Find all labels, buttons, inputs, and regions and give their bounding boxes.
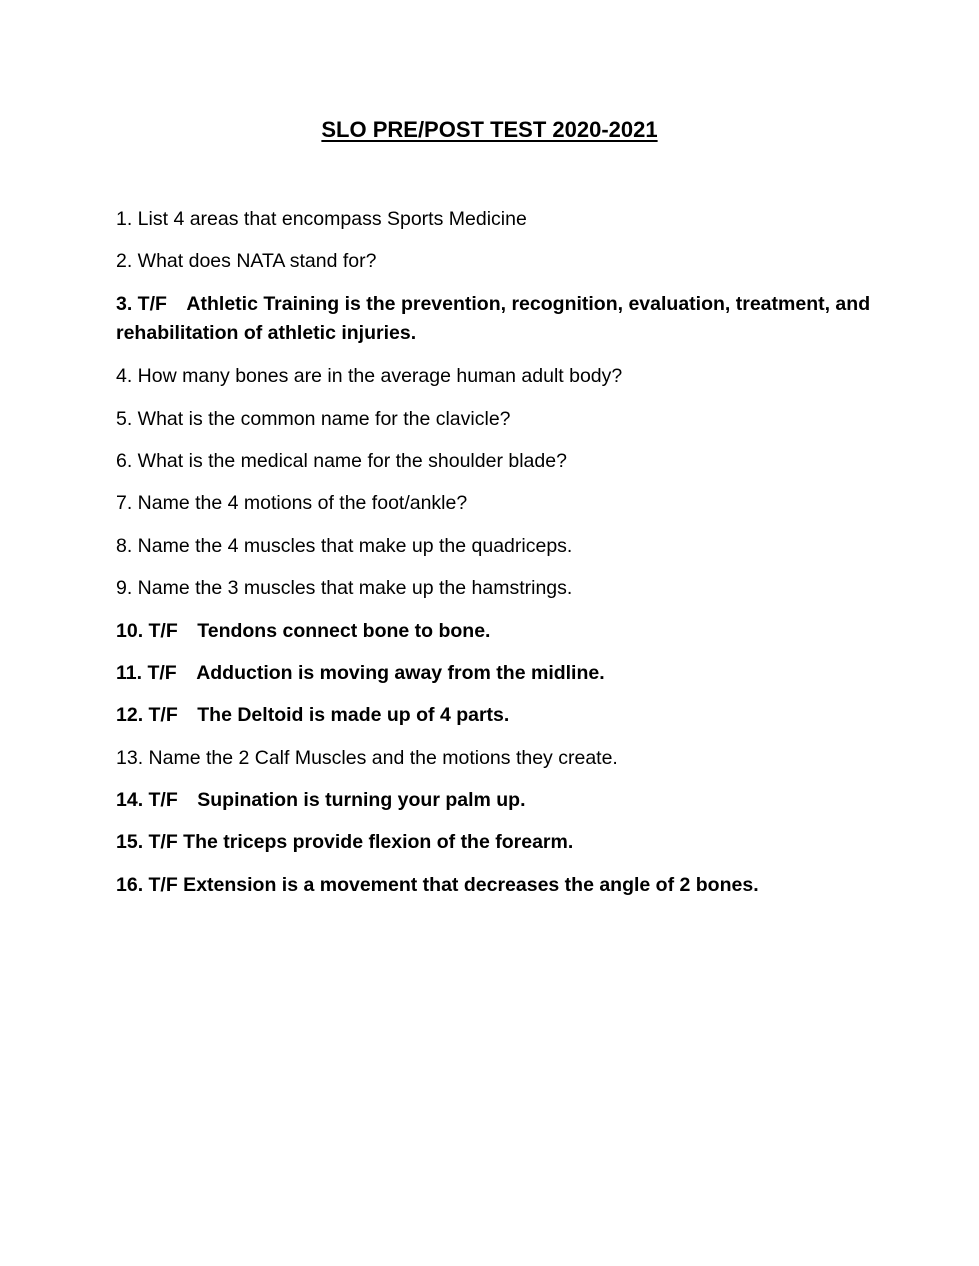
- question-item: 6. What is the medical name for the shoulder blade?: [116, 449, 567, 472]
- page-title: SLO PRE/POST TEST 2020-2021: [321, 117, 658, 142]
- question-item: 2. What does NATA stand for?: [116, 250, 377, 273]
- question-item: 12. T/F The Deltoid is made up of 4 parts.: [116, 704, 510, 727]
- question-item: 15. T/F The triceps provide flexion of the forearm.: [116, 831, 574, 854]
- question-item: 8. Name the 4 muscles that make up the quadriceps.: [116, 534, 573, 557]
- question-item: 3. T/F Athletic Training is the prevention, recognition, evaluation, treatment, and rehabilitation of athletic injuries.: [116, 292, 871, 344]
- question-item: 10. T/F Tendons connect bone to bone.: [116, 619, 491, 642]
- question-item: 4. How many bones are in the average human adult body?: [116, 365, 623, 388]
- question-item: 14. T/F Supination is turning your palm up.: [116, 789, 526, 812]
- question-item: 16. T/F Extension is a movement that decreases the angle of 2 bones.: [116, 873, 759, 896]
- question-item: 13. Name the 2 Calf Muscles and the motions they create.: [116, 746, 618, 769]
- question-item: 5. What is the common name for the clavicle?: [116, 407, 511, 430]
- question-item: 9. Name the 3 muscles that make up the hamstrings.: [116, 577, 573, 600]
- question-item: 1. List 4 areas that encompass Sports Medicine: [116, 208, 527, 230]
- question-list: [116, 205, 876, 913]
- question-item: 11. T/F Adduction is moving away from the midline.: [116, 661, 605, 684]
- question-item: 7. Name the 4 motions of the foot/ankle?: [116, 492, 468, 515]
